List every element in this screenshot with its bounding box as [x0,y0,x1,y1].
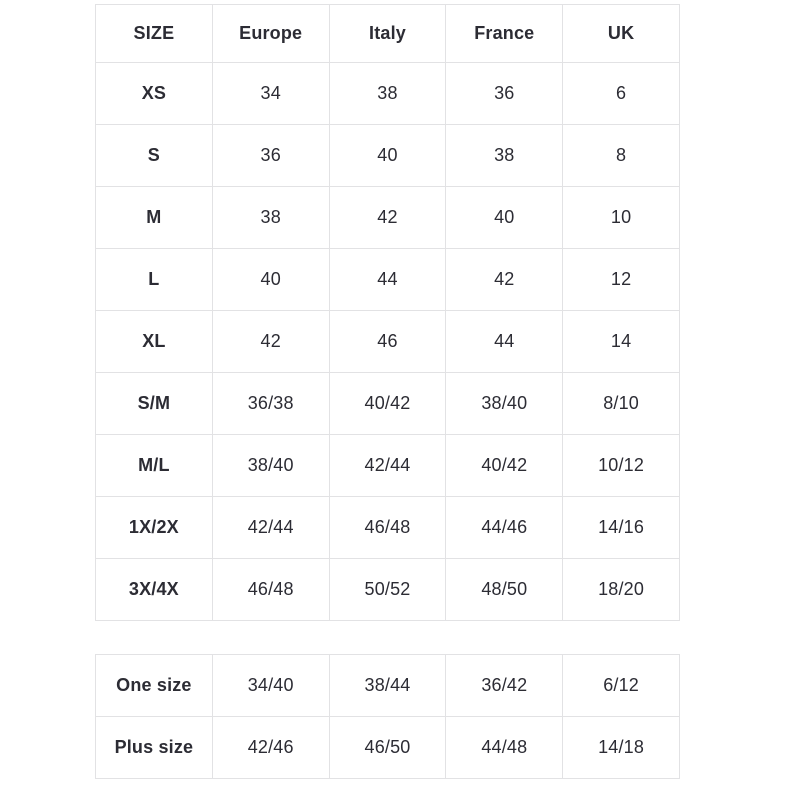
value-cell-europe: 42/46 [212,717,329,779]
value-cell-italy: 40/42 [329,373,446,435]
value-cell-uk: 8/10 [563,373,680,435]
value-cell-france: 36/42 [446,655,563,717]
header-cell-france: France [446,5,563,63]
value-cell-uk: 6/12 [563,655,680,717]
table-header [96,5,680,63]
header-cell-uk: UK [563,5,680,63]
value-cell-france: 38 [446,125,563,187]
table-row [96,249,680,311]
value-cell-italy: 50/52 [329,559,446,621]
value-cell-europe: 34/40 [212,655,329,717]
size-label-cell: Plus size [96,717,213,779]
value-cell-italy: 42 [329,187,446,249]
size-label-cell: M/L [96,435,213,497]
value-cell-europe: 42 [212,311,329,373]
table-row [96,655,680,717]
table-row [96,187,680,249]
header-cell-italy: Italy [329,5,446,63]
value-cell-europe: 38/40 [212,435,329,497]
table-row [96,717,680,779]
value-cell-europe: 42/44 [212,497,329,559]
size-label-cell: One size [96,655,213,717]
table-row [96,435,680,497]
value-cell-italy: 46/50 [329,717,446,779]
size-label-cell: M [96,187,213,249]
value-cell-italy: 46 [329,311,446,373]
header-cell-size: SIZE [96,5,213,63]
size-conversion-table [95,4,680,621]
value-cell-uk: 8 [563,125,680,187]
size-label-cell: 3X/4X [96,559,213,621]
value-cell-france: 40/42 [446,435,563,497]
table-row [96,497,680,559]
size-label-cell: L [96,249,213,311]
value-cell-europe: 46/48 [212,559,329,621]
size-label-cell: S [96,125,213,187]
value-cell-uk: 10 [563,187,680,249]
header-row [96,5,680,63]
table-body [96,655,680,779]
value-cell-france: 48/50 [446,559,563,621]
value-cell-france: 44/46 [446,497,563,559]
value-cell-italy: 38 [329,63,446,125]
header-cell-europe: Europe [212,5,329,63]
value-cell-france: 36 [446,63,563,125]
value-cell-uk: 14/16 [563,497,680,559]
value-cell-europe: 40 [212,249,329,311]
value-cell-italy: 42/44 [329,435,446,497]
table-row [96,559,680,621]
value-cell-france: 38/40 [446,373,563,435]
value-cell-italy: 40 [329,125,446,187]
value-cell-france: 42 [446,249,563,311]
value-cell-europe: 36 [212,125,329,187]
value-cell-france: 44/48 [446,717,563,779]
table-row [96,63,680,125]
value-cell-uk: 6 [563,63,680,125]
value-cell-italy: 44 [329,249,446,311]
size-label-cell: XL [96,311,213,373]
one-size-plus-size-table [95,654,680,779]
value-cell-uk: 14 [563,311,680,373]
table-row [96,373,680,435]
value-cell-europe: 34 [212,63,329,125]
value-cell-italy: 38/44 [329,655,446,717]
value-cell-uk: 10/12 [563,435,680,497]
value-cell-uk: 14/18 [563,717,680,779]
value-cell-europe: 38 [212,187,329,249]
size-label-cell: S/M [96,373,213,435]
table-row [96,311,680,373]
value-cell-uk: 18/20 [563,559,680,621]
value-cell-europe: 36/38 [212,373,329,435]
size-label-cell: XS [96,63,213,125]
size-conversion-chart [95,4,680,779]
size-label-cell: 1X/2X [96,497,213,559]
value-cell-italy: 46/48 [329,497,446,559]
table-row [96,125,680,187]
table-body [96,63,680,621]
value-cell-france: 44 [446,311,563,373]
value-cell-uk: 12 [563,249,680,311]
value-cell-france: 40 [446,187,563,249]
